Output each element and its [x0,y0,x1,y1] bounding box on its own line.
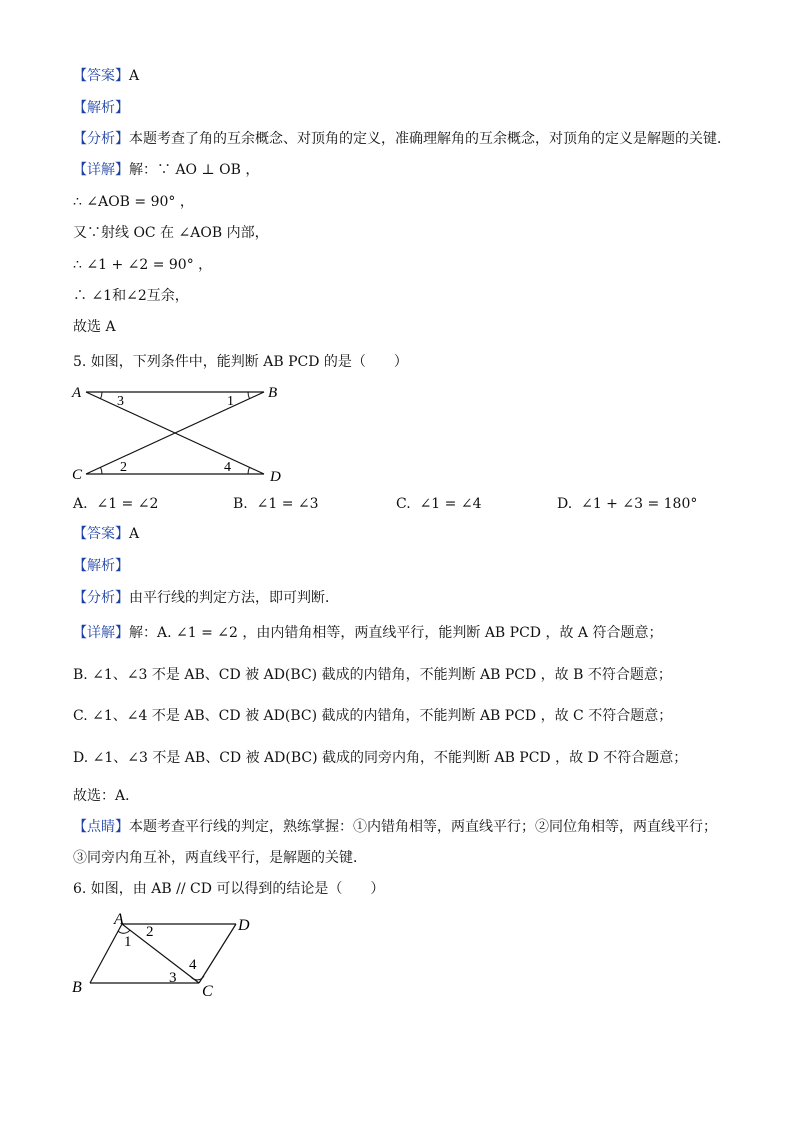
angle-2-label: 2 [146,924,154,940]
detail-line-b: B. ∠1、∠3 不是 AB、CD 被 AD(BC) 截成的内错角，不能判断 AB PCD ，故 B 不符合题意； [73,667,672,683]
dianjing-tag: 【点睛】 [73,819,129,835]
option-a [73,495,158,513]
step-line: 又∵射线 OC 在 ∠AOB 内部， [73,225,269,241]
fenxi-tag: 【分析】 [73,590,129,606]
conclusion-line: 故选：A． [73,788,140,804]
answer-line [73,525,139,543]
question-5-stem: 5. 如图，下列条件中，能判断 AB PCD 的是（ ） [73,354,408,370]
angle-4-arc [248,467,250,474]
question-6-stem: 6. 如图，由 AB // CD 可以得到的结论是（ ） [73,881,385,897]
analysis-tag: 【解析】 [73,100,129,116]
fenxi-line [73,130,731,148]
detail-line-d: D. ∠1、∠3 不是 AB、CD 被 AD(BC) 截成的同旁内角，不能判断 AB PCD ，故 D 不符合题意； [73,750,688,766]
option-d [557,495,697,513]
detail-line [73,161,259,179]
detail-tag: 【详解】 [73,162,129,178]
fenxi-text: 本题考查了角的互余概念、对顶角的定义，准确理解角的互余概念，对顶角的定义是解题的关键． [129,131,731,147]
figure-q6 [66,906,266,1002]
option-text: ∠1 = ∠2 [96,496,159,512]
option-letter: B. [233,496,248,512]
detail-text: 解：A. ∠1 = ∠2 ，由内错角相等，两直线平行，能判断 AB PCD ，故 A 符合题意； [129,625,663,641]
option-text: ∠1 = ∠3 [256,496,319,512]
step-line: ∴ ∠1和∠2互余， [73,288,189,304]
point-d-label: D [238,917,250,934]
figure-q5 [68,378,293,486]
option-text: ∠1 + ∠3 = 180° [581,496,698,512]
fenxi-tag: 【分析】 [73,131,129,147]
answer-value: A [129,68,140,84]
angle-3-arc [101,392,103,399]
option-letter: C. [396,496,411,512]
step-line: ∴ ∠AOB = 90° ， [73,194,194,210]
conclusion-line: 故选 A [73,319,116,335]
detail-text: 解：∵ AO ⊥ OB ， [129,162,260,178]
fenxi-text: 由平行线的判定方法，即可判断． [129,590,339,606]
angle-2-arc [101,467,103,474]
point-b-label: B [72,979,82,996]
point-d-label: D [270,469,281,485]
dianjing-line-2: ③同旁内角互补，两直线平行，是解题的关键． [73,850,367,866]
angle-3-label: 3 [117,394,124,409]
point-a-label: A [114,911,124,928]
answer-tag: 【答案】 [73,68,129,84]
fenxi-line [73,589,339,607]
point-c-label: C [72,467,83,483]
segment-ac [122,924,199,983]
detail-line [73,624,662,642]
segment-ab [90,924,122,983]
segment-cd [199,924,236,983]
angle-1-arc [248,392,250,399]
option-b [233,495,319,513]
dianjing-line [73,818,717,836]
angle-4-label: 4 [224,460,231,475]
option-text: ∠1 = ∠4 [419,496,482,512]
analysis-tag: 【解析】 [73,558,129,574]
detail-line-c: C. ∠1、∠4 不是 AB、CD 被 AD(BC) 截成的内错角，不能判断 AB PCD ，故 C 不符合题意； [73,708,673,724]
point-b-label: B [268,385,278,401]
angle-3-label: 3 [169,970,177,986]
answer-value: A [129,526,140,542]
point-c-label: C [202,983,213,1000]
step-line: ∴ ∠1 + ∠2 = 90° ， [73,257,213,273]
option-letter: D. [557,496,573,512]
detail-tag: 【详解】 [73,625,129,641]
angle-2-label: 2 [120,460,127,475]
angle-4-label: 4 [189,957,197,973]
answer-line [73,67,139,85]
angle-1-label: 1 [227,394,234,409]
option-c [396,495,481,513]
angle-1-arc [118,930,130,933]
angle-1-label: 1 [124,934,132,950]
answer-tag: 【答案】 [73,526,129,542]
option-letter: A. [73,496,88,512]
point-a-label: A [72,385,82,401]
dianjing-text: 本题考查平行线的判定，熟练掌握：①内错角相等，两直线平行；②同位角相等，两直线平行； [129,819,717,835]
